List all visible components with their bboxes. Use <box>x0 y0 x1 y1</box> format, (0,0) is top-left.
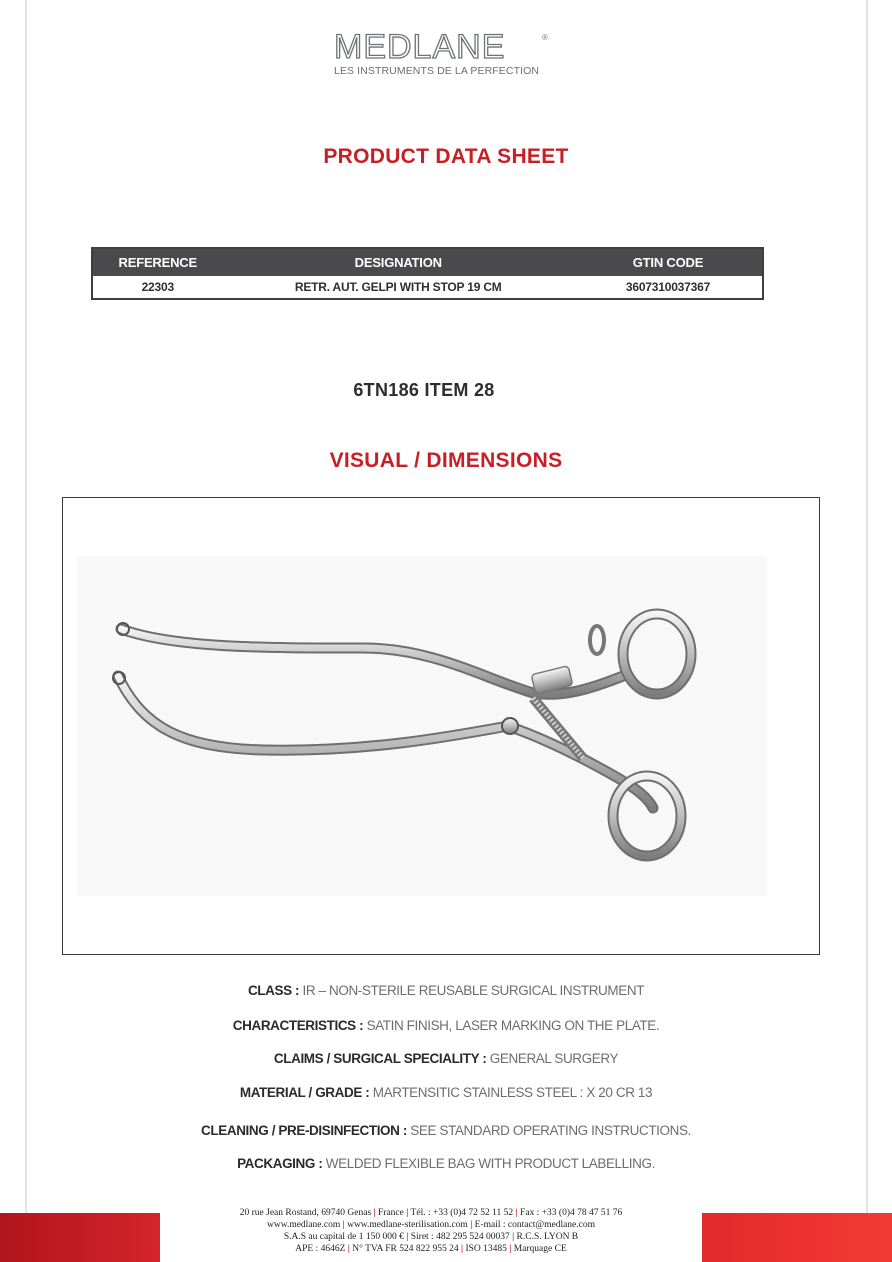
spec-value: GENERAL SURGERY <box>486 1051 619 1066</box>
header-reference: REFERENCE <box>92 248 223 276</box>
footer-line-address: 20 rue Jean Rostand, 69740 Genas | France | Tél. : +33 (0)4 72 52 11 52 | Fax : +33 (0)4 78 47 51 76 <box>239 1208 623 1218</box>
cell-designation: RETR. AUT. GELPI WITH STOP 19 CM <box>223 276 574 299</box>
spec-label: CLASS : <box>247 983 300 998</box>
footer-rcs: R.C.S. LYON B <box>516 1232 579 1242</box>
footer-red-bar-left <box>0 1213 160 1262</box>
table-header-row <box>92 248 763 276</box>
footer-ce-marking: Marquage CE <box>513 1244 567 1254</box>
item-code: 6TN186 ITEM 28 <box>353 380 495 400</box>
spec-label: PACKAGING : <box>237 1156 323 1171</box>
spec-label: CLAIMS / SURGICAL SPECIALITY : <box>273 1051 487 1066</box>
footer-phone: Tél. : +33 (0)4 72 52 11 52 <box>410 1208 514 1218</box>
spec-material <box>0 1085 892 1100</box>
header-designation: DESIGNATION <box>223 248 574 276</box>
spec-label: CHARACTERISTICS : <box>232 1018 364 1033</box>
logo-registered-mark: ® <box>542 33 548 42</box>
spec-value: SATIN FINISH, LASER MARKING ON THE PLATE. <box>363 1018 660 1033</box>
footer-website-link[interactable]: www.medlane.com <box>266 1220 341 1230</box>
page-title: PRODUCT DATA SHEET <box>323 145 569 168</box>
page-frame-right <box>866 0 868 1262</box>
logo-wordmark: MEDLANE <box>334 28 506 64</box>
spec-characteristics <box>0 1018 892 1033</box>
spec-claims <box>0 1051 892 1066</box>
retractor-illustration <box>63 498 819 954</box>
spec-value: SEE STANDARD OPERATING INSTRUCTIONS. <box>406 1123 691 1138</box>
footer-line-legal: S.A.S au capital de 1 150 000 € | Siret : 482 295 524 00037 | R.C.S. LYON B <box>283 1232 579 1242</box>
footer-vat: N° TVA FR 524 822 955 24 <box>352 1244 459 1254</box>
footer-country: France <box>378 1208 404 1218</box>
footer-address: 20 rue Jean Rostand, 69740 Genas <box>239 1208 372 1218</box>
footer-line-registration: APE : 4646Z | N° TVA FR 524 822 955 24 | ISO 13485 | Marquage CE <box>295 1244 567 1254</box>
pivot-screw <box>502 718 518 734</box>
footer-sterilisation-link[interactable]: www.medlane-sterilisation.com <box>347 1220 468 1230</box>
spec-class <box>0 983 892 998</box>
footer-ape: APE : 4646Z <box>295 1244 346 1254</box>
logo-tagline: LES INSTRUMENTS DE LA PERFECTION <box>334 65 540 77</box>
table-row <box>92 276 763 299</box>
cell-reference: 22303 <box>92 276 223 299</box>
reference-table <box>91 247 764 300</box>
spec-label: CLEANING / PRE-DISINFECTION : <box>201 1123 407 1138</box>
spec-value: MARTENSITIC STAINLESS STEEL : X 20 CR 13 <box>369 1085 653 1100</box>
footer-siret: Siret : 482 295 524 00037 <box>410 1232 510 1242</box>
footer-iso: ISO 13485 <box>465 1244 507 1254</box>
footer-fax: Fax : +33 (0)4 78 47 51 76 <box>520 1208 623 1218</box>
spec-value: WELDED FLEXIBLE BAG WITH PRODUCT LABELLING. <box>322 1156 655 1171</box>
page-frame-left <box>25 0 27 1262</box>
product-visual-box <box>62 497 820 955</box>
visual-section-title: VISUAL / DIMENSIONS <box>329 449 563 472</box>
spec-value: IR – NON-STERILE REUSABLE SURGICAL INSTRUMENT <box>299 983 645 998</box>
footer-contact <box>160 1207 702 1255</box>
header-gtin-code: GTIN CODE <box>574 248 763 276</box>
footer-email-link[interactable]: E-mail : contact@medlane.com <box>474 1220 595 1230</box>
spec-label: MATERIAL / GRADE : <box>239 1085 370 1100</box>
spec-cleaning <box>0 1123 892 1138</box>
footer-capital: S.A.S au capital de 1 150 000 € <box>283 1232 404 1242</box>
cell-gtin-code: 3607310037367 <box>574 276 763 299</box>
footer-line-web: www.medlane.com | www.medlane-sterilisation.com | E-mail : contact@medlane.com <box>266 1220 595 1230</box>
spec-packaging <box>0 1156 892 1171</box>
footer-red-bar-right <box>702 1213 892 1262</box>
